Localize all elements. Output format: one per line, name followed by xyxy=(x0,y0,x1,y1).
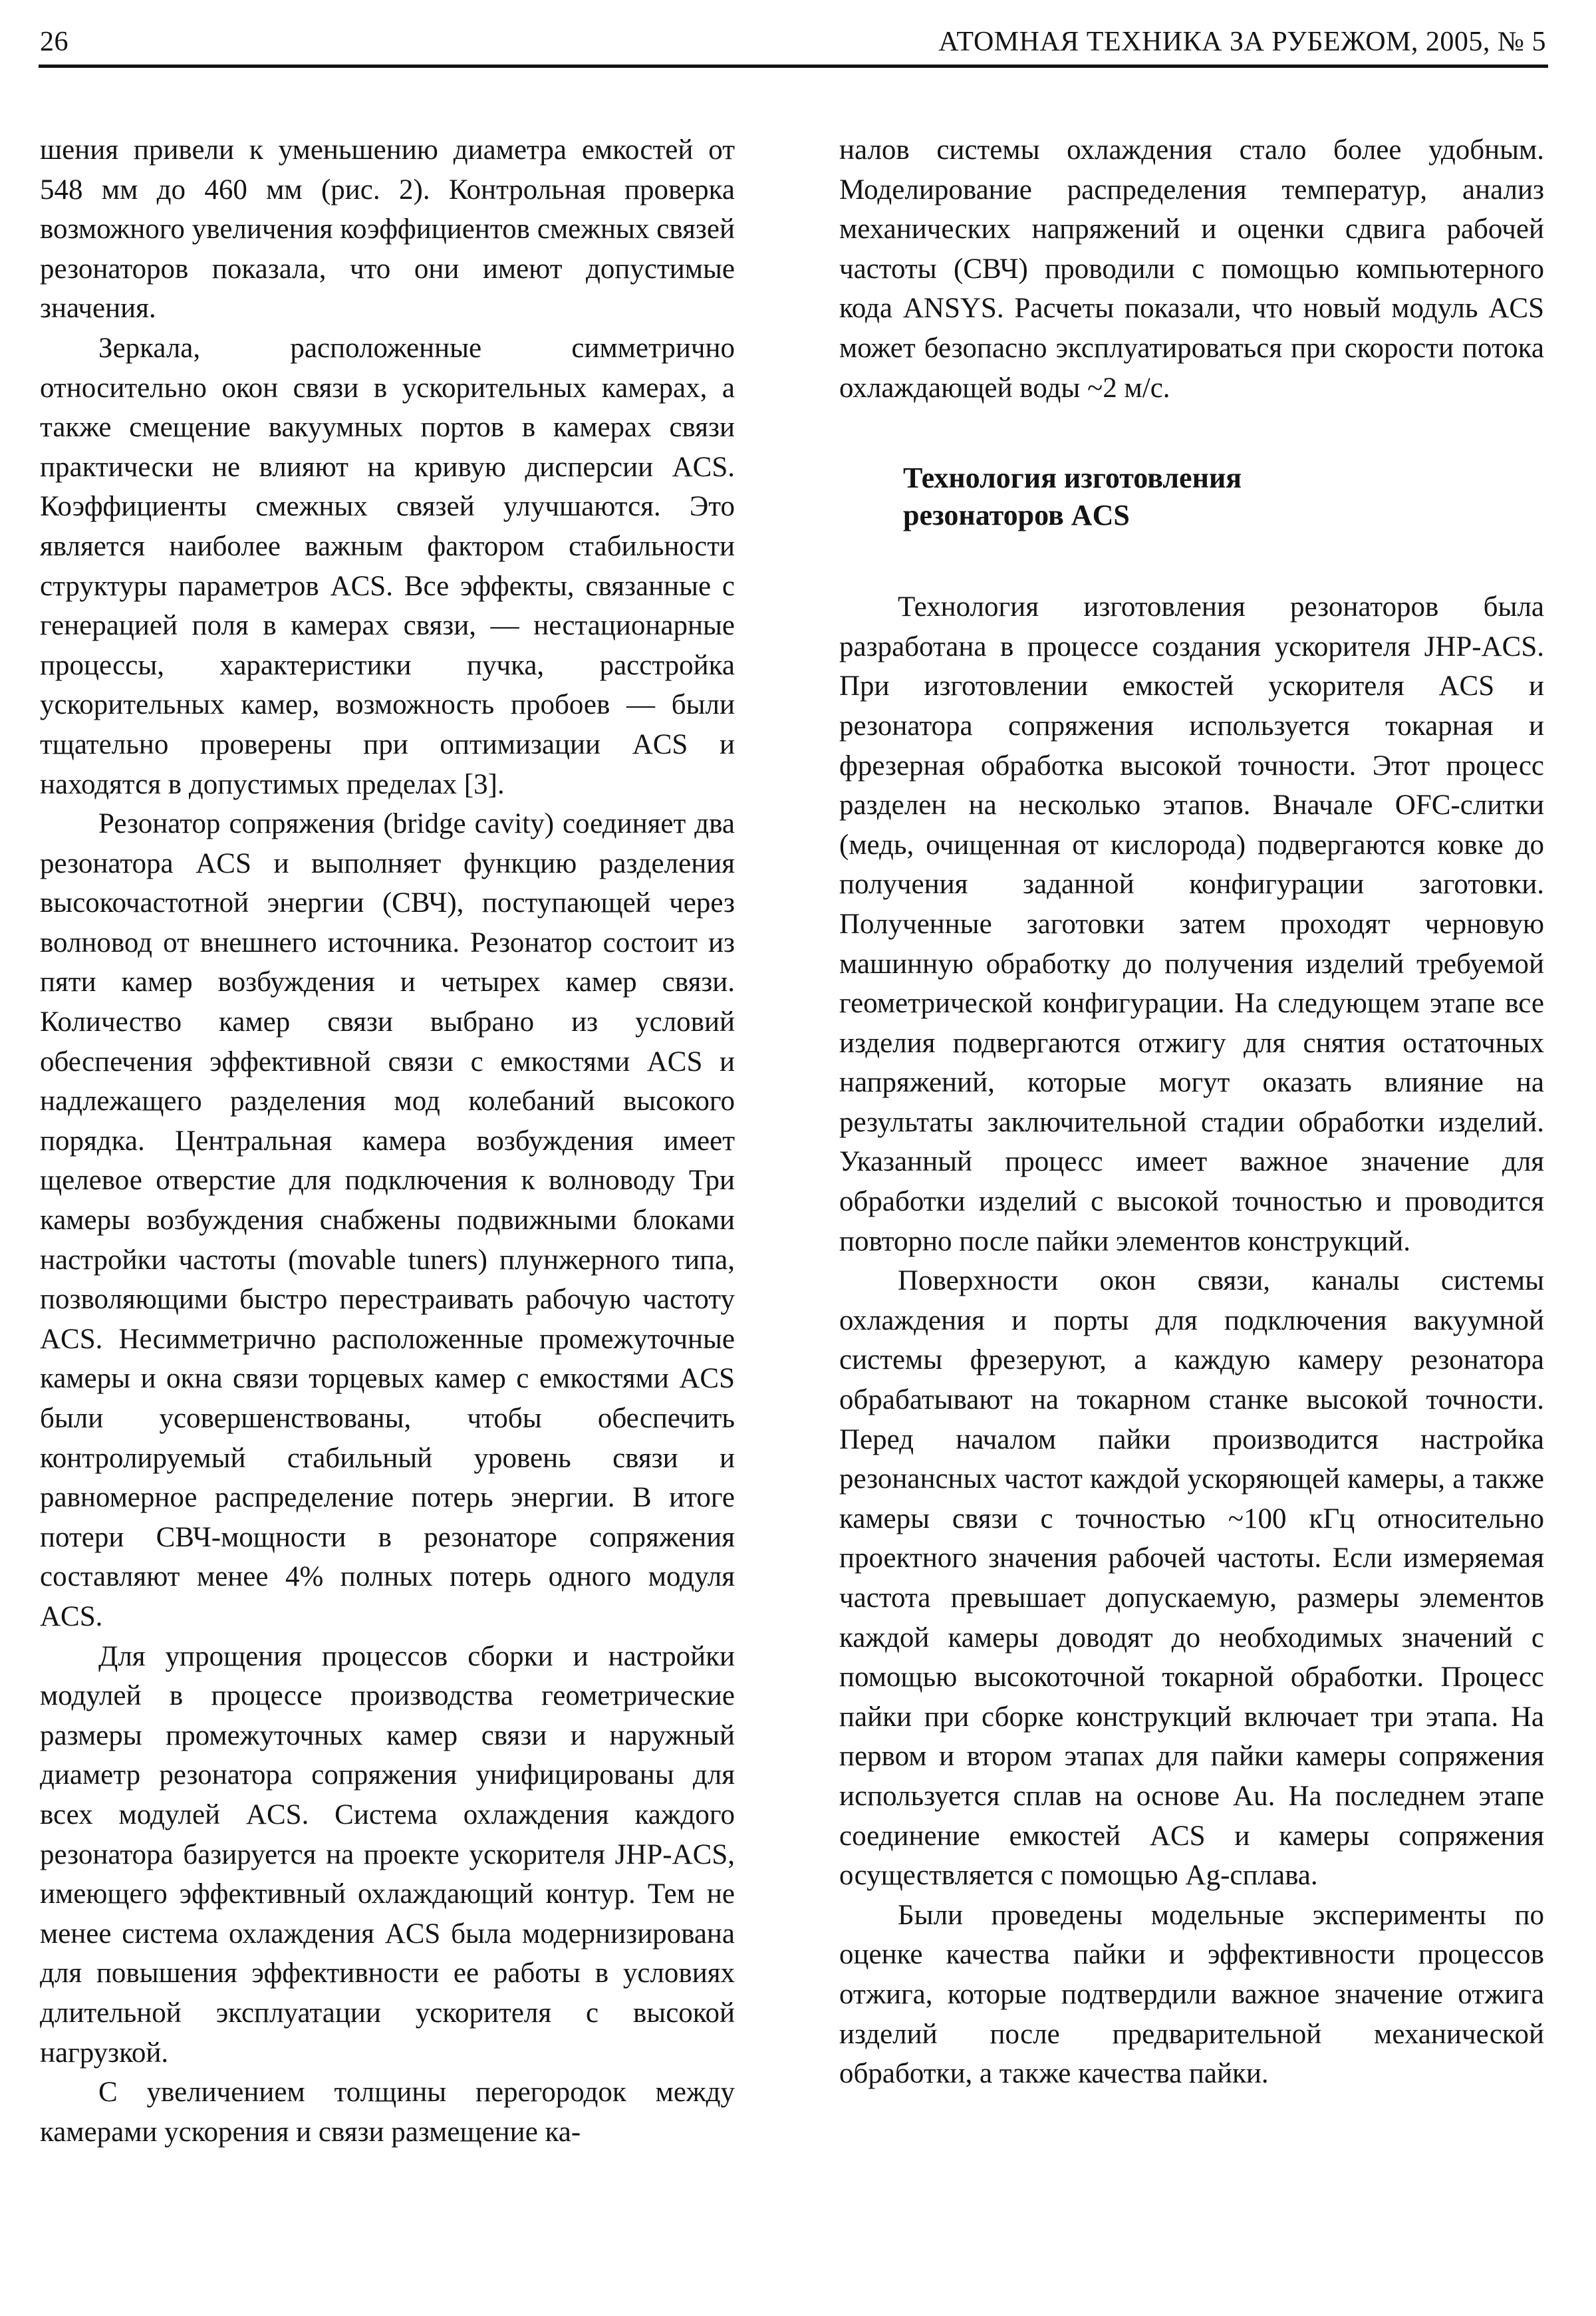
section-heading-line: Технология изготовления xyxy=(903,462,1242,495)
paragraph: С увеличением толщины перегородок между камерами ускорения и связи размещение ка- xyxy=(40,2077,735,2148)
section-heading-line: резонаторов ACS xyxy=(903,499,1130,532)
page-number: 26 xyxy=(40,27,68,57)
paragraph: Для упрощения процессов сборки и настройки модулей в процессе производства геометрические размеры промежуточных камер связи и наружный диаметр резонатора сопряжения унифицированы для всех модулей ACS. Система охлаждения каждого резонатора базируется на проекте ускорителя JHP-ACS, имеющего эффективный охлаждающий контур. Тем не менее система охлаждения ACS была модернизирована для повышения эффективности ее работы в условиях длительной эксплуатации ускорителя с высокой нагрузкой. xyxy=(40,1640,735,2069)
paragraph: Резонатор сопряжения (bridge cavity) соединяет два резонатора ACS и выполняет функцию разделения высокочастотной энергии (СВЧ), поступающей через волновод от внешнего источника. Резонатор состоит из пяти камер возбуждения и четырех камер связи. Количество камер связи выбрано из условий обеспечения эффективной связи с емкостями ACS и надлежащего разделения мод колебаний высокого порядка. Центральная камера возбуждения имеет щелевое отверстие для подключения к волноводу Три камеры возбуждения снабжены подвижными блоками настройки частоты (movable tuners) плунжерного типа, позволяющими быстро перестраивать рабочую частоту ACS. Несимметрично расположенные промежуточные камеры и окна связи торцевых камер с емкостями ACS были усовершенствованы, чтобы обеспечить контролируемый стабильный уровень связи и равномерное распределение потерь энергии. В итоге потери СВЧ-мощности в резонаторе сопряжения составляют менее 4% полных потерь одного модуля ACS. xyxy=(40,808,735,1632)
section-heading xyxy=(839,460,1544,534)
paragraph: налов системы охлаждения стало более удобным. Моделирование распределения температур, анализ механических напряжений и оценки сдвига рабочей частоты (СВЧ) проводили с помощью компьютерного кода ANSYS. Расчеты показали, что новый модуль ACS может безопасно эксплуатироваться при скорости потока охлаждающей воды ~2 м/с. xyxy=(839,134,1544,404)
paragraph: Были проведены модельные эксперименты по оценке качества пайки и эффективности процессов отжига, которые подтвердили важное значение отжига изделий после предварительной механической обработки, а также качества пайки. xyxy=(839,1899,1544,2090)
left-column xyxy=(40,130,735,2152)
right-column xyxy=(839,130,1544,2094)
running-head xyxy=(40,20,1546,64)
paragraph: Технология изготовления резонаторов была разработана в процессе создания ускорителя JHP-ACS. При изготовлении емкостей ускорителя ACS и резонатора сопряжения используется токарная и фрезерная обработка высокой точности. Этот процесс разделен на несколько этапов. Вначале OFC-слитки (медь, очищенная от кислорода) подвергаются ковке до получения заданной конфигурации заготовки. Полученные заготовки затем проходят черновую машинную обработку до получения изделий требуемой геометрической конфигурации. На следующем этапе все изделия подвергаются отжигу для снятия остаточных напряжений, которые могут оказать влияние на результаты заключительной стадии обработки изделий. Указанный процесс имеет важное значение для обработки изделий с высокой точностью и проводится повторно после пайки элементов конструкций. xyxy=(839,591,1544,1257)
paragraph: Зеркала, расположенные симметрично относительно окон связи в ускорительных камерах, а также смещение вакуумных портов в камерах связи практически не влияют на кривую дисперсии ACS. Коэффициенты смежных связей улучшаются. Это является наиболее важным фактором стабильности структуры параметров ACS. Все эффекты, связанные с генерацией поля в камерах связи, — нестационарные процессы, характеристики пучка, расстройка ускорительных камер, возможность пробоев — были тщательно проверены при оптимизации ACS и находятся в допустимых пределах [3]. xyxy=(40,332,735,800)
header-rule xyxy=(39,65,1548,68)
paragraph: Поверхности окон связи, каналы системы охлаждения и порты для подключения вакуумной системы фрезеруют, а каждую камеру резонатора обрабатывают на токарном станке высокой точности. Перед началом пайки производится настройка резонансных частот каждой ускоряющей камеры, а также камеры связи с точностью ~100 кГц относительно проектного значения рабочей частоты. Если измеряемая частота превышает допускаемую, размеры элементов каждой камеры доводят до необходимых значений с помощью высокоточной токарной обработки. Процесс пайки при сборке конструкций включает три этапа. На первом и втором этапах для пайки камеры сопряжения используется сплав на основе Au. На последнем этапе соединение емкостей ACS и камеры сопряжения осуществляется с помощью Ag-сплава. xyxy=(839,1265,1544,1892)
paragraph: шения привели к уменьшению диаметра емкостей от 548 мм до 460 мм (рис. 2). Контрольная проверка возможного увеличения коэффициентов смежных связей резонаторов показала, что они имеют допустимые значения. xyxy=(40,134,735,325)
journal-title: АТОМНАЯ ТЕХНИКА ЗА РУБЕЖОМ, 2005, № 5 xyxy=(938,27,1546,57)
